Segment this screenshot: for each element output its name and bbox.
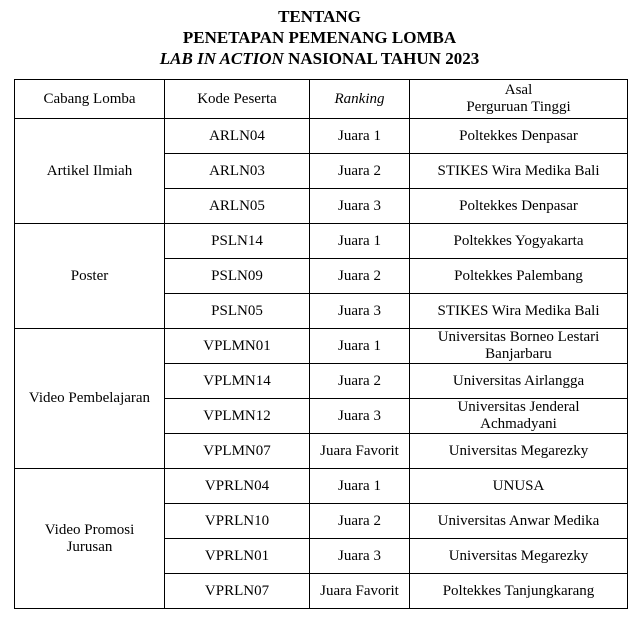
table-body [15,119,628,609]
cabang-lomba-cell: Video Pembelajaran [15,329,165,469]
ranking-cell: Juara 2 [310,259,410,294]
ranking-cell: Juara Favorit [310,434,410,469]
asal-perguruan-tinggi-cell: Poltekkes Denpasar [410,189,628,224]
title-line-2: PENETAPAN PEMENANG LOMBA [182,28,457,47]
kode-peserta-cell: VPLMN01 [165,329,310,364]
asal-perguruan-tinggi-cell: Universitas Megarezky [410,434,628,469]
title-line-3 [0,48,639,69]
asal-perguruan-tinggi-cell: Universitas Jenderal Achmadyani [410,399,628,434]
kode-peserta-cell: ARLN05 [165,189,310,224]
cabang-lomba-cell: Artikel Ilmiah [15,119,165,224]
title-line-1: TENTANG [278,7,361,26]
kode-peserta-cell: PSLN05 [165,294,310,329]
asal-perguruan-tinggi-cell: Poltekkes Tanjungkarang [410,574,628,609]
table-row [15,119,628,154]
cabang-lomba-cell [15,469,165,609]
ranking-cell: Juara 3 [310,399,410,434]
title-line-3-italic: LAB IN ACTION [159,49,284,68]
cabang-lomba-text: Video Promosi Jurusan [44,521,135,555]
ranking-cell: Juara 3 [310,189,410,224]
ranking-cell: Juara 3 [310,539,410,574]
kode-peserta-cell: PSLN09 [165,259,310,294]
asal-perguruan-tinggi-cell: Universitas Airlangga [410,364,628,399]
kode-peserta-cell: VPRLN01 [165,539,310,574]
asal-perguruan-tinggi-cell: Universitas Megarezky [410,539,628,574]
asal-perguruan-tinggi-cell: STIKES Wira Medika Bali [410,294,628,329]
kode-peserta-cell: VPLMN12 [165,399,310,434]
asal-perguruan-tinggi-cell: Universitas Borneo Lestari Banjarbaru [410,329,628,364]
kode-peserta-cell: ARLN04 [165,119,310,154]
kode-peserta-cell: VPLMN14 [165,364,310,399]
ranking-cell: Juara 1 [310,119,410,154]
asal-perguruan-tinggi-cell: STIKES Wira Medika Bali [410,154,628,189]
table-row [15,469,628,504]
ranking-cell: Juara 1 [310,329,410,364]
table-row [15,224,628,259]
kode-peserta-cell: VPRLN04 [165,469,310,504]
ranking-cell: Juara 2 [310,364,410,399]
ranking-cell: Juara Favorit [310,574,410,609]
ranking-cell: Juara 2 [310,154,410,189]
ranking-cell: Juara 2 [310,504,410,539]
asal-perguruan-tinggi-cell: Poltekkes Palembang [410,259,628,294]
kode-peserta-cell: VPRLN07 [165,574,310,609]
header-asal-line-2: Perguruan Tinggi [466,99,571,115]
asal-perguruan-tinggi-cell: Poltekkes Denpasar [410,119,628,154]
asal-perguruan-tinggi-cell: UNUSA [410,469,628,504]
header-kode: Kode Peserta [165,80,310,119]
asal-perguruan-tinggi-cell: Universitas Anwar Medika [410,504,628,539]
table-header-row [15,80,628,119]
header-asal [410,80,628,119]
header-asal-line-1: Asal [504,82,533,98]
header-cabang: Cabang Lomba [15,80,165,119]
kode-peserta-cell: PSLN14 [165,224,310,259]
winners-table [14,79,628,609]
ranking-cell: Juara 1 [310,469,410,504]
ranking-cell: Juara 1 [310,224,410,259]
asal-perguruan-tinggi-cell: Poltekkes Yogyakarta [410,224,628,259]
kode-peserta-cell: VPLMN07 [165,434,310,469]
ranking-cell: Juara 3 [310,294,410,329]
kode-peserta-cell: ARLN03 [165,154,310,189]
document-title [0,0,639,69]
cabang-lomba-cell: Poster [15,224,165,329]
table-row [15,329,628,364]
kode-peserta-cell: VPRLN10 [165,504,310,539]
header-ranking: Ranking [310,80,410,119]
title-line-3-rest: NASIONAL TAHUN 2023 [283,49,480,68]
